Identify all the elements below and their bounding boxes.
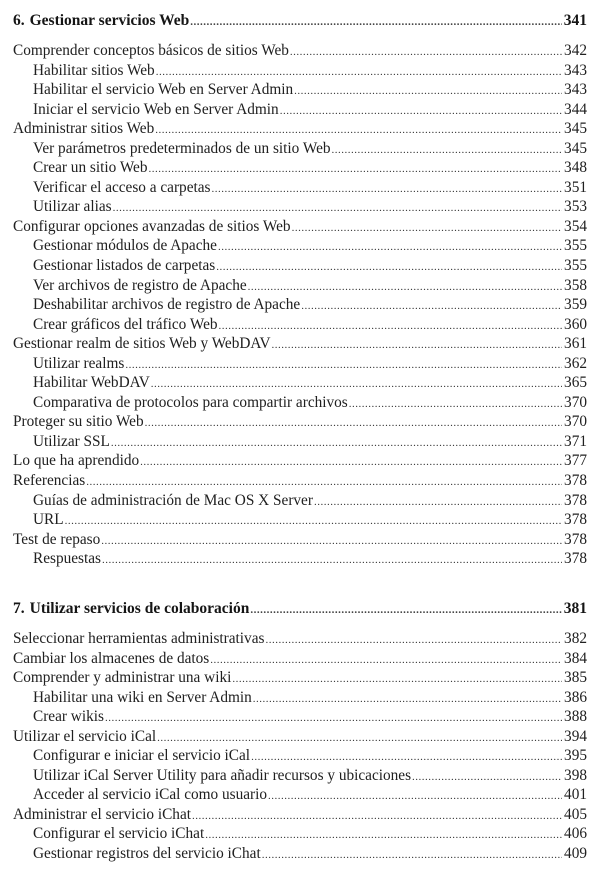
dot-leader <box>216 258 562 278</box>
dot-leader <box>253 690 562 710</box>
entry-label: Guías de administración de Mac OS X Server <box>33 491 313 509</box>
dot-leader <box>349 395 562 415</box>
chapter-page: 381 <box>563 600 587 617</box>
entry-page: 360 <box>564 315 587 333</box>
dot-leader <box>65 512 562 532</box>
toc-entry[interactable] <box>13 668 587 688</box>
toc-entry[interactable] <box>13 197 587 217</box>
chapter-entries <box>13 629 587 864</box>
entry-page: 371 <box>564 432 587 450</box>
entry-label: Gestionar realm de sitios Web y WebDAV <box>13 335 271 353</box>
toc-entry[interactable] <box>13 727 587 747</box>
toc-entry[interactable] <box>13 354 587 374</box>
entry-page: 378 <box>564 530 587 548</box>
entry-page: 355 <box>564 237 587 255</box>
toc-entry[interactable] <box>13 276 587 296</box>
dot-leader <box>232 670 562 690</box>
entry-label: Crear wikis <box>33 708 104 726</box>
entry-page: 361 <box>564 335 587 353</box>
toc-entry[interactable] <box>13 100 587 120</box>
dot-leader <box>140 453 562 473</box>
entry-page: 351 <box>564 178 587 196</box>
toc-chapter-7 <box>13 598 587 864</box>
entry-page: 378 <box>564 491 587 509</box>
entry-page: 362 <box>564 354 587 372</box>
entry-page: 345 <box>564 139 587 157</box>
entry-label: URL <box>33 511 64 529</box>
entry-label: Habilitar una wiki en Server Admin <box>33 688 252 706</box>
entry-page: 345 <box>564 120 587 138</box>
dot-leader <box>190 11 562 33</box>
entry-page: 401 <box>564 786 587 804</box>
toc-entry[interactable] <box>13 412 587 432</box>
dot-leader <box>212 180 563 200</box>
spacer <box>13 620 587 629</box>
chapter-title: Gestionar servicios Web <box>29 12 190 29</box>
toc-entry[interactable] <box>13 119 587 139</box>
toc-entry[interactable] <box>13 649 587 669</box>
entry-label: Cambiar los almacenes de datos <box>13 649 210 667</box>
entry-label: Gestionar listados de carpetas <box>33 257 216 275</box>
toc-entry[interactable] <box>13 315 587 335</box>
dot-leader <box>105 709 562 729</box>
toc-entry[interactable] <box>13 432 587 452</box>
entry-label: Utilizar alias <box>33 198 112 216</box>
dot-leader <box>148 160 562 180</box>
entry-page: 378 <box>564 550 587 568</box>
toc-entry[interactable] <box>13 766 587 786</box>
entry-label: Iniciar el servicio Web en Server Admin <box>33 100 279 118</box>
toc-entry[interactable] <box>13 844 587 864</box>
toc-entry[interactable] <box>13 746 587 766</box>
dot-leader <box>101 532 562 552</box>
dot-leader <box>301 297 562 317</box>
toc-entry[interactable] <box>13 805 587 825</box>
dot-leader <box>290 43 562 63</box>
chapter-title: Utilizar servicios de colaboración <box>29 600 250 617</box>
dot-leader <box>262 846 562 866</box>
entry-label: Respuestas <box>33 550 101 568</box>
toc-entry[interactable] <box>13 334 587 354</box>
entry-page: 394 <box>564 727 587 745</box>
entry-label: Configurar e iniciar el servicio iCal <box>33 747 251 765</box>
entry-page: 385 <box>564 669 587 687</box>
toc-entry[interactable] <box>13 629 587 649</box>
toc-entry[interactable] <box>13 41 587 61</box>
entry-page: 378 <box>564 511 587 529</box>
toc-entry[interactable] <box>13 471 587 491</box>
chapter-heading[interactable] <box>13 598 587 620</box>
entry-label: Configurar el servicio iChat <box>33 825 205 843</box>
entry-label: Deshabilitar archivos de registro de Apache <box>33 296 301 314</box>
entry-label: Administrar sitios Web <box>13 120 155 138</box>
entry-page: 395 <box>564 747 587 765</box>
chapter-number: 6. <box>13 12 25 29</box>
toc-entry[interactable] <box>13 549 587 569</box>
entry-page: 344 <box>564 100 587 118</box>
entry-page: 355 <box>564 257 587 275</box>
chapter-heading[interactable] <box>13 10 587 32</box>
toc-entry[interactable] <box>13 530 587 550</box>
toc-entry[interactable] <box>13 80 587 100</box>
entry-label: Gestionar registros del servicio iChat <box>33 845 261 863</box>
chapter-page: 341 <box>563 12 587 29</box>
entry-label: Acceder al servicio iCal como usuario <box>33 786 268 804</box>
toc-entry[interactable] <box>13 451 587 471</box>
entry-label: Utilizar iCal Server Utility para añadir recursos y ubicaciones <box>33 766 412 784</box>
toc-entry[interactable] <box>13 824 587 844</box>
entry-label: Habilitar sitios Web <box>33 61 155 79</box>
dot-leader <box>111 434 562 454</box>
dot-leader <box>268 787 562 807</box>
toc-entry[interactable] <box>13 785 587 805</box>
entry-label: Ver parámetros predeterminados de un sitio Web <box>33 139 331 157</box>
dot-leader <box>280 102 562 122</box>
dot-leader <box>145 414 562 434</box>
dot-leader <box>272 336 563 356</box>
entry-label: Seleccionar herramientas administrativas <box>13 630 265 647</box>
dot-leader <box>265 631 562 651</box>
entry-page: 382 <box>564 630 587 647</box>
entry-label: Configurar opciones avanzadas de sitios Web <box>13 217 291 235</box>
entry-page: 353 <box>564 198 587 216</box>
entry-page: 365 <box>564 374 587 392</box>
entry-label: Administrar el servicio iChat <box>13 805 191 823</box>
toc-entry[interactable] <box>13 393 587 413</box>
toc-entry[interactable] <box>13 158 587 178</box>
entry-page: 343 <box>564 61 587 79</box>
entry-page: 348 <box>564 159 587 177</box>
entry-page: 377 <box>564 452 587 470</box>
entry-label: Comparativa de protocolos para compartir archivos <box>33 393 348 411</box>
dot-leader <box>125 356 562 376</box>
dot-leader <box>218 238 562 258</box>
spacer <box>13 32 587 41</box>
entry-page: 342 <box>564 42 587 59</box>
entry-label: Ver archivos de registro de Apache <box>33 276 247 294</box>
entry-page: 388 <box>564 708 587 726</box>
toc-entry[interactable] <box>13 178 587 198</box>
entry-label: Habilitar WebDAV <box>33 374 150 392</box>
entry-label: Crear gráficos del tráfico Web <box>33 315 218 333</box>
toc-entry[interactable] <box>13 139 587 159</box>
toc-chapter-6 <box>13 10 587 569</box>
toc-entry[interactable] <box>13 491 587 511</box>
toc-entry[interactable] <box>13 61 587 81</box>
toc-entry[interactable] <box>13 295 587 315</box>
entry-label: Utilizar el servicio iCal <box>13 727 157 745</box>
dot-leader <box>102 551 562 571</box>
entry-label: Crear un sitio Web <box>33 159 148 177</box>
entry-label: Test de repaso <box>13 530 101 548</box>
entry-label: Referencias <box>13 472 86 490</box>
entry-page: 359 <box>564 296 587 314</box>
entry-label: Proteger su sitio Web <box>13 413 144 431</box>
entry-label: Utilizar SSL <box>33 432 110 450</box>
entry-page: 378 <box>564 472 587 490</box>
entry-page: 370 <box>564 413 587 431</box>
chapter-number: 7. <box>13 600 25 617</box>
entry-page: 343 <box>564 81 587 99</box>
entry-label: Utilizar realms <box>33 354 125 372</box>
entry-page: 358 <box>564 276 587 294</box>
dot-leader <box>250 599 561 621</box>
toc-entry[interactable] <box>13 217 587 237</box>
entry-page: 354 <box>564 217 587 235</box>
entry-label: Comprender conceptos básicos de sitios Web <box>13 42 289 59</box>
entry-page: 370 <box>564 393 587 411</box>
toc-entry[interactable] <box>13 373 587 393</box>
dot-leader <box>192 807 562 827</box>
entry-page: 405 <box>564 805 587 823</box>
toc-entry[interactable] <box>13 236 587 256</box>
dot-leader <box>314 493 562 513</box>
entry-page: 384 <box>564 649 587 667</box>
entry-label: Verificar el acceso a carpetas <box>33 178 211 196</box>
dot-leader <box>292 219 562 239</box>
chapter-entries <box>13 41 587 569</box>
toc-entry[interactable] <box>13 707 587 727</box>
entry-label: Gestionar módulos de Apache <box>33 237 217 255</box>
dot-leader <box>412 768 562 788</box>
entry-page: 386 <box>564 688 587 706</box>
dot-leader <box>294 82 562 102</box>
dot-leader <box>332 141 563 161</box>
entry-label: Lo que ha aprendido <box>13 452 140 470</box>
entry-label: Habilitar el servicio Web en Server Admin <box>33 81 294 99</box>
dot-leader <box>210 651 562 671</box>
entry-page: 409 <box>564 845 587 863</box>
toc-entry[interactable] <box>13 510 587 530</box>
entry-page: 398 <box>564 766 587 784</box>
toc-entry[interactable] <box>13 688 587 708</box>
entry-page: 406 <box>564 825 587 843</box>
entry-label: Comprender y administrar una wiki <box>13 669 232 687</box>
toc-entry[interactable] <box>13 256 587 276</box>
